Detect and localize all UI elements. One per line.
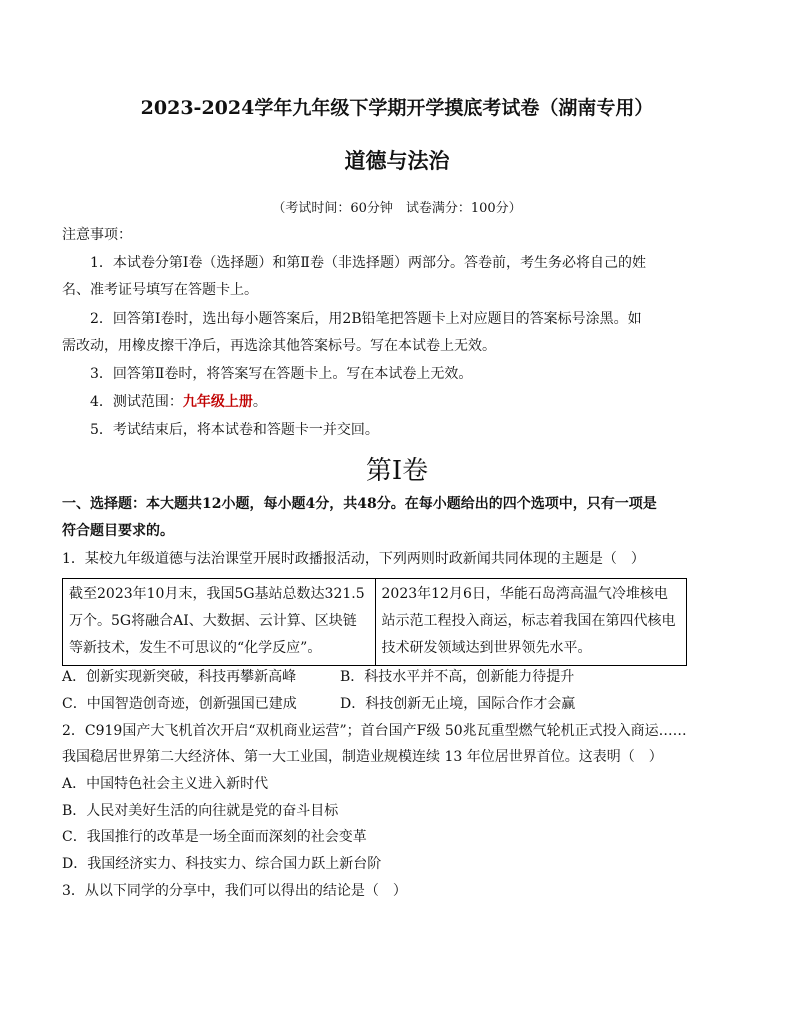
test-range: 九年级上册 xyxy=(182,394,253,410)
notice-item1-line2: 名、准考证号填写在答题卡上。 xyxy=(62,282,258,298)
notice-item5: 5．考试结束后，将本试卷和答题卡一并交回。 xyxy=(90,422,379,438)
q3-stem: 3．从以下同学的分享中，我们可以得出的结论是（ ） xyxy=(62,883,407,899)
notice-item2-line2: 需改动，用橡皮擦干净后，再选涂其他答案标号。写在本试卷上无效。 xyxy=(62,338,496,354)
q1-news-right: 2023年12月6日，华能石岛湾高温气冷堆核电站示范工程投入商运，标志着我国在第四代核电技术研发领域达到世界领先水平。 xyxy=(375,579,687,665)
section-heading-line1: 一、选择题：本大题共12小题，每小题4分，共48分。在每小题给出的四个选项中，只有一项是 xyxy=(62,496,657,512)
q1-option-b: B．科技水平并不高，创新能力待提升 xyxy=(340,669,575,685)
q2-option-a: A．中国特色社会主义进入新时代 xyxy=(62,776,269,792)
notice-item4-suffix: 。 xyxy=(252,394,267,410)
q2-stem-line2: 我国稳居世界第二大经济体、第一大工业国，制造业规模连续 13 年位居世界首位。这表明（ ） xyxy=(62,749,663,765)
notice-heading: 注意事项： xyxy=(62,227,132,243)
q2-stem-line1: 2．C919国产大飞机首次开启“双机商业运营”；首台国产F级 50兆瓦重型燃气轮机正式投入商运…… xyxy=(62,723,687,739)
q2-option-b: B．人民对美好生活的向往就是党的奋斗目标 xyxy=(62,803,339,819)
q1-option-d: D．科技创新无止境，国际合作才会赢 xyxy=(340,696,576,712)
section-heading-line2: 符合题目要求的。 xyxy=(62,523,174,539)
q1-news-table xyxy=(62,578,687,666)
q1-option-c: C．中国智造创奇迹，创新强国已建成 xyxy=(62,696,297,712)
notice-item4-prefix: 4．测试范围： xyxy=(90,394,183,410)
notice-item2-line1: 2．回答第Ⅰ卷时，选出每小题答案后，用2B铅笔把答题卡上对应题目的答案标号涂黑。如 xyxy=(90,311,642,327)
q1-news-left: 截至2023年10月末，我国5G基站总数达321.5万个。5G将融合AI、大数据、云计算、区块链等新技术，发生不可思议的“化学反应”。 xyxy=(69,586,365,656)
q2-option-d: D．我国经济实力、科技实力、综合国力跃上新台阶 xyxy=(62,856,382,872)
q1-stem: 1．某校九年级道德与法治课堂开展时政播报活动，下列两则时政新闻共同体现的主题是（ ） xyxy=(62,551,645,567)
q1-option-a: A．创新实现新突破，科技再攀新高峰 xyxy=(62,669,297,685)
q2-option-c: C．我国推行的改革是一场全面而深刻的社会变革 xyxy=(62,829,367,845)
notice-item1-line1: 1．本试卷分第Ⅰ卷（选择题）和第Ⅱ卷（非选择题）两部分。答卷前，考生务必将自己的姓 xyxy=(90,255,646,271)
volume-title: 第Ⅰ卷 xyxy=(365,456,429,486)
subject-title: 道德与法治 xyxy=(344,148,450,173)
exam-title: 2023-2024学年九年级下学期开学摸底考试卷（湖南专用） xyxy=(140,97,654,119)
exam-meta: （考试时间：60分钟 试卷满分：100分） xyxy=(272,201,522,216)
notice-item4 xyxy=(90,390,267,414)
notice-item3: 3．回答第Ⅱ卷时，将答案写在答题卡上。写在本试卷上无效。 xyxy=(90,366,473,382)
